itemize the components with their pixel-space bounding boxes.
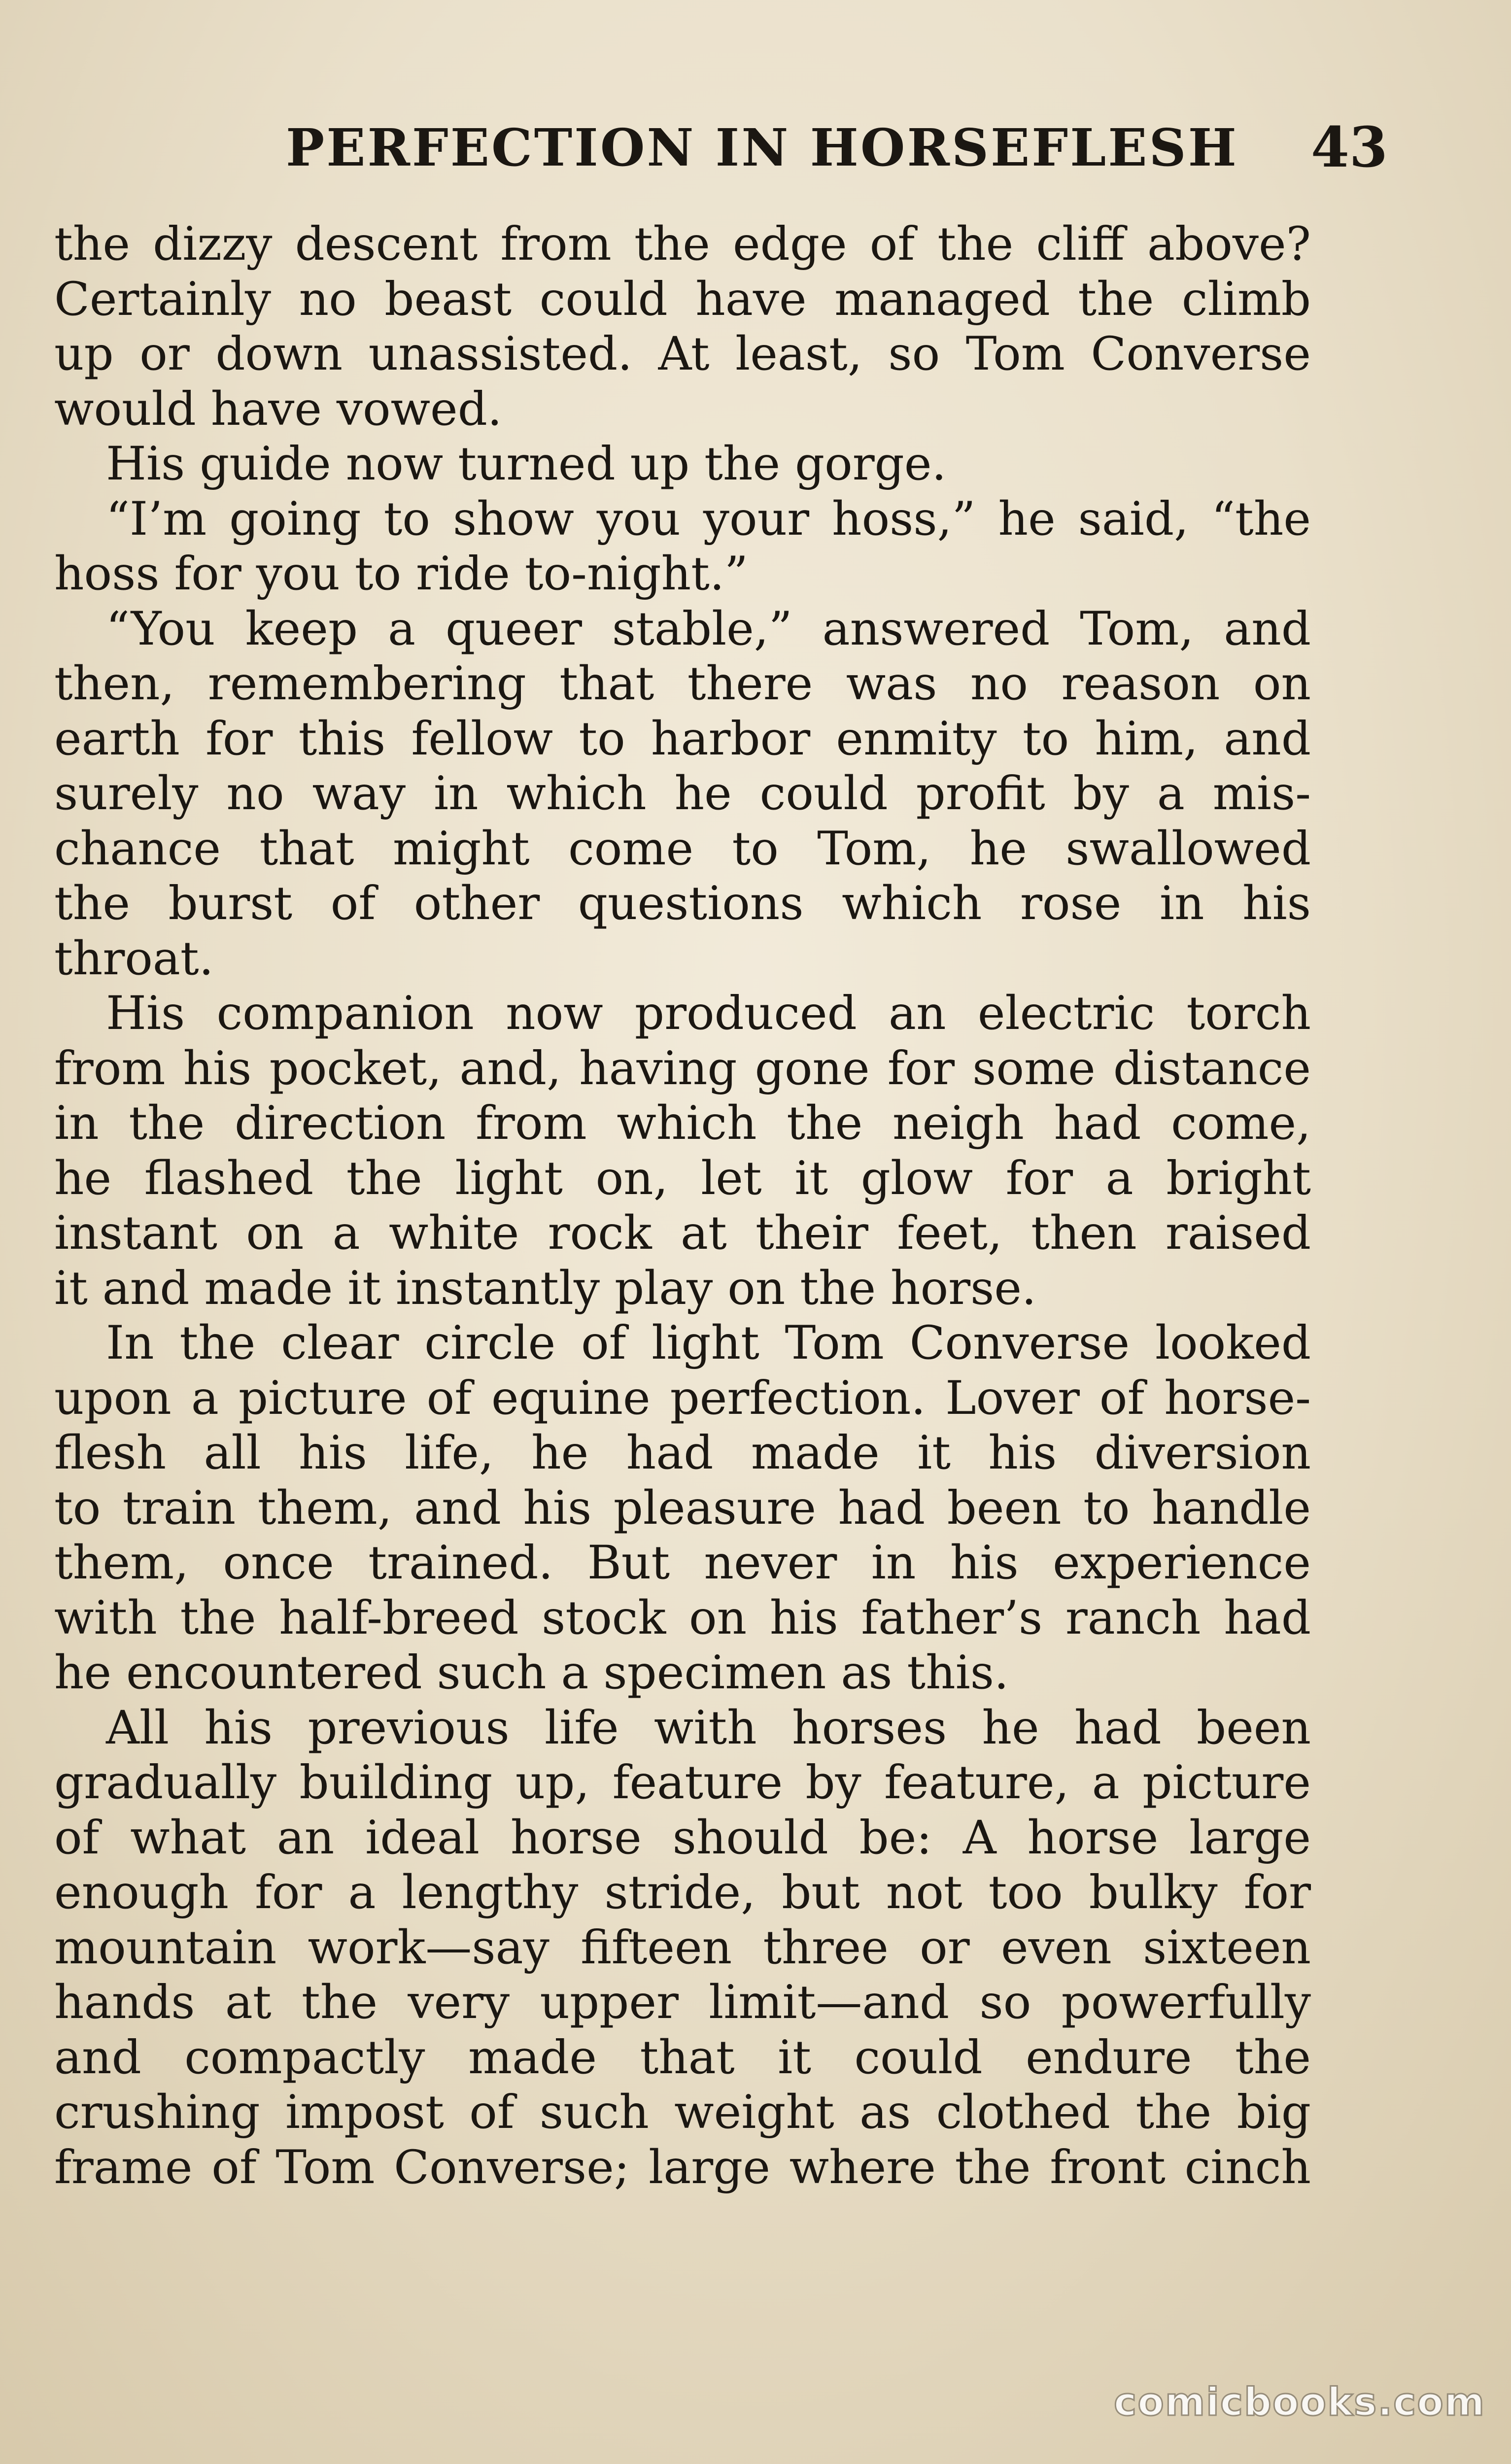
text-line: the dizzy descent from the edge of the cliff above? — [54, 217, 1311, 271]
text-line: flesh all his life, he had made it his diversion — [54, 1426, 1311, 1480]
text-line: “I’m going to show you your hoss,” he said, “the — [106, 492, 1311, 546]
text-line: frame of Tom Converse; large where the front cinch — [54, 2140, 1311, 2194]
text-line: gradually building up, feature by feature, a picture — [54, 1756, 1311, 1810]
text-line: it and made it instantly play on the horse. — [54, 1261, 1036, 1315]
text-line: from his pocket, and, having gone for some distance — [54, 1041, 1311, 1095]
text-line: hoss for you to ride to-night.” — [54, 547, 748, 601]
text-line: then, remembering that there was no reason on — [54, 657, 1311, 711]
text-line: he encountered such a specimen as this. — [54, 1646, 1009, 1700]
text-line: up or down unassisted. At least, so Tom Converse — [54, 327, 1311, 381]
text-line: Certainly no beast could have managed the climb — [54, 272, 1311, 326]
text-line: hands at the very upper limit—and so powerfully — [54, 1976, 1311, 2029]
text-line: upon a picture of equine perfection. Lover of horse- — [54, 1371, 1311, 1425]
text-line: instant on a white rock at their feet, then raised — [54, 1206, 1311, 1260]
text-line: enough for a lengthy stride, but not too bulky for — [54, 1866, 1311, 1919]
body-text — [54, 217, 1311, 2195]
text-line: he flashed the light on, let it glow for a bright — [54, 1151, 1311, 1205]
text-line: mountain work—say fifteen three or even sixteen — [54, 1920, 1311, 1975]
text-line: earth for this fellow to harbor enmity to him, and — [54, 712, 1311, 766]
text-line: His companion now produced an electric torch — [106, 987, 1311, 1040]
text-line: of what an ideal horse should be: A horse large — [54, 1811, 1311, 1865]
watermark: comicbooks.com — [1114, 2380, 1486, 2425]
text-line: to train them, and his pleasure had been to handle — [54, 1481, 1311, 1535]
running-head: PERFECTION IN HORSEFLESH — [286, 117, 1238, 178]
text-line: the burst of other questions which rose in his — [54, 877, 1311, 930]
text-line: surely no way in which he could profit by a mis- — [54, 767, 1311, 821]
text-line: with the half-breed stock on his father’s ranch had — [54, 1591, 1311, 1645]
text-line: His guide now turned up the gorge. — [106, 437, 947, 491]
text-line: throat. — [54, 931, 214, 986]
text-line: “You keep a queer stable,” answered Tom, and — [106, 602, 1311, 656]
page-number: 43 — [1311, 115, 1388, 180]
text-line: crushing impost of such weight as clothed the big — [54, 2086, 1311, 2139]
text-line: would have vowed. — [54, 382, 502, 436]
text-line: In the clear circle of light Tom Converse looked — [106, 1316, 1311, 1370]
text-line: All his previous life with horses he had been — [106, 1701, 1311, 1755]
text-line: them, once trained. But never in his experience — [54, 1536, 1311, 1590]
page-header — [54, 115, 1388, 180]
text-line: chance that might come to Tom, he swallowed — [54, 821, 1311, 876]
text-line: in the direction from which the neigh had come, — [54, 1096, 1311, 1150]
text-line: and compactly made that it could endure the — [54, 2030, 1311, 2085]
